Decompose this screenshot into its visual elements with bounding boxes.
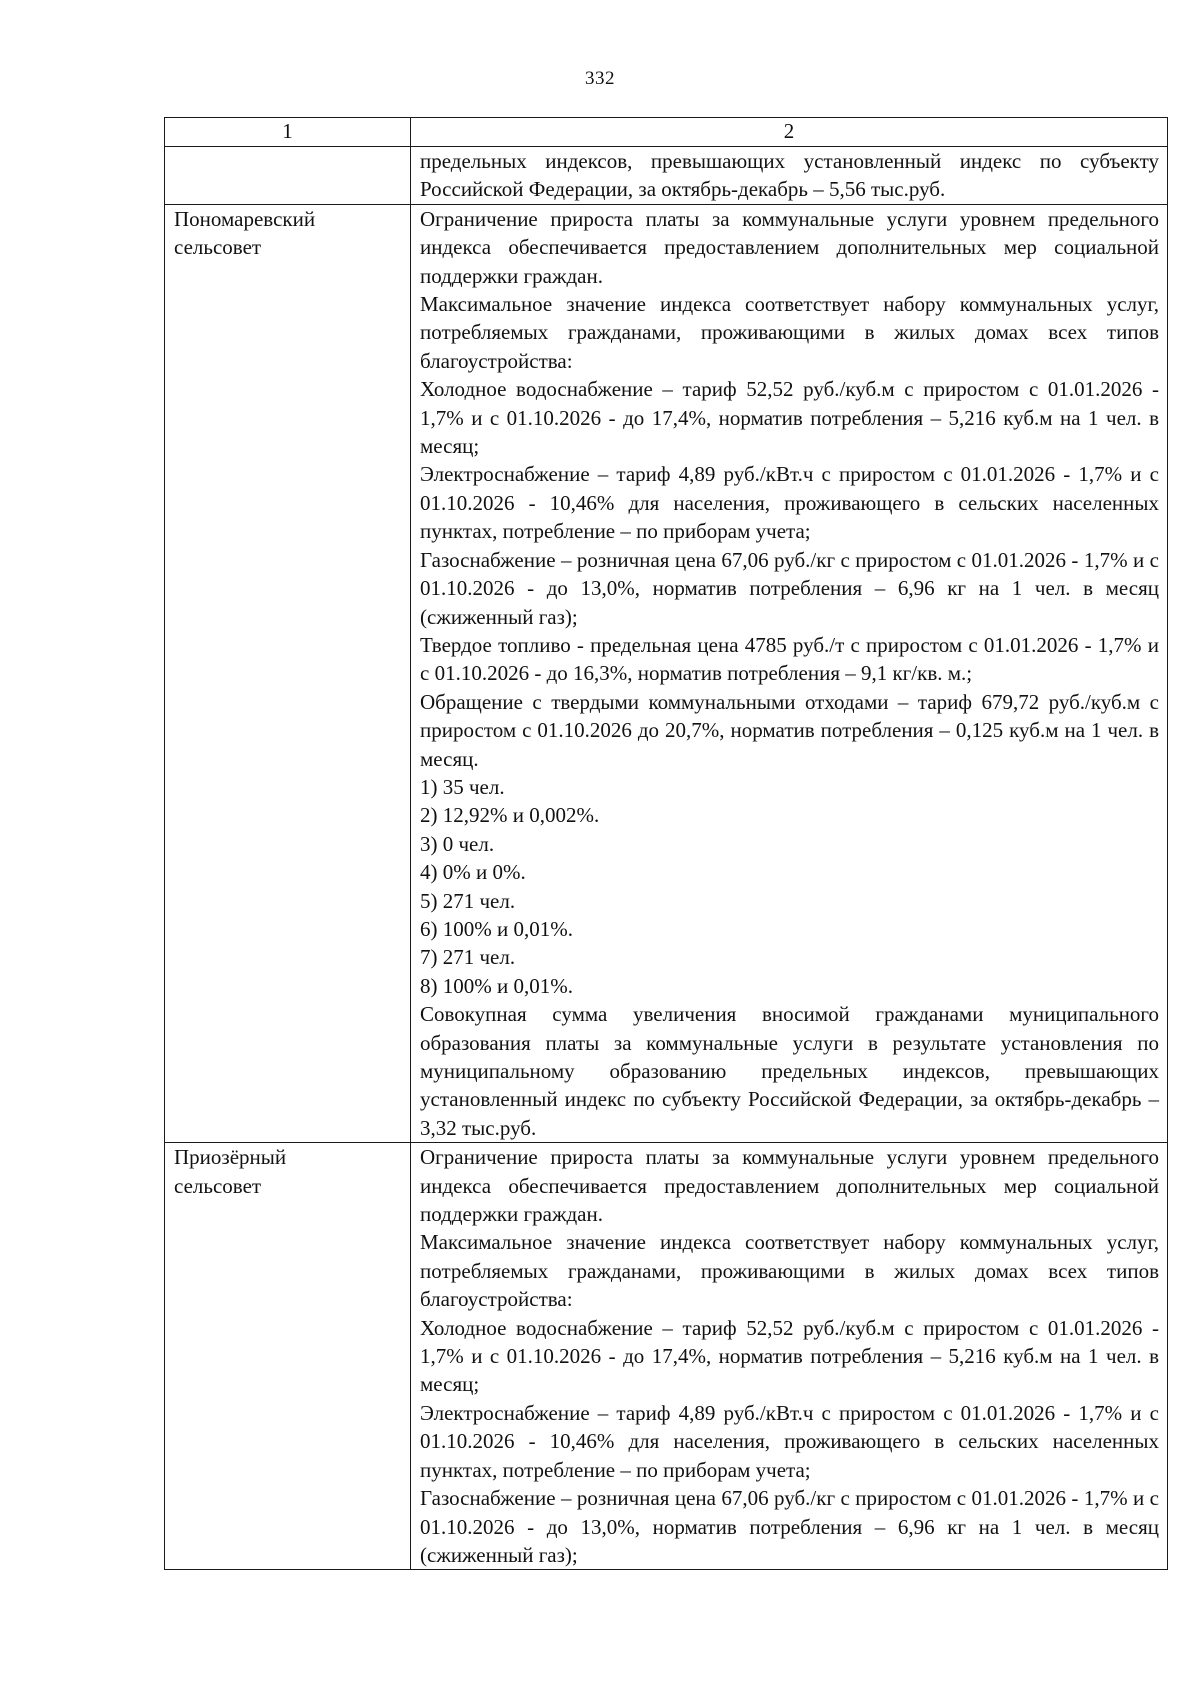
paragraph-electricity: Электроснабжение – тариф 4,89 руб./кВт.ч с приростом с 01.01.2026 - 1,7% и с 01.10.2026 - 10,46% для населения, проживающего в сельских населенных пунктах, потребление – по приборам учета; [420, 462, 1159, 544]
list-item: 1) 35 чел. [420, 774, 505, 799]
paragraph-gas: Газоснабжение – розничная цена 67,06 руб./кг с приростом с 01.01.2026 - 1,7% и с 01.10.2026 - до 13,0%, норматив потребления – 6,96 кг на 1 чел. в месяц (сжиженный газ); [420, 1486, 1159, 1567]
list-item: 2) 12,92% и 0,002%. [420, 803, 600, 828]
paragraph-cold-water: Холодное водоснабжение – тариф 52,52 руб./куб.м с приростом с 01.01.2026 - 1,7% и с 01.10.2026 - до 17,4%, норматив потребления – 5,216 куб.м на 1 чел. в месяц; [420, 377, 1159, 459]
municipality-name-cell [165, 204, 411, 1142]
list-item: 8) 100% и 0,01%. [420, 973, 573, 998]
paragraph-restriction: Ограничение прироста платы за коммунальные услуги уровнем предельного индекса обеспечивается предоставлением дополнительных мер социальной поддержки граждан. [420, 206, 1159, 288]
list-item: 7) 271 чел. [420, 945, 516, 970]
page-number: 332 [585, 68, 615, 89]
header-col-1: 1 [165, 118, 411, 147]
table-header-row [165, 118, 1168, 147]
list-item: 6) 100% и 0,01%. [420, 916, 573, 941]
paragraph-waste: Обращение с твердыми коммунальными отходами – тариф 679,72 руб./куб.м с приростом с 01.10.2026 до 20,7%, норматив потребления – 0,125 куб.м на 1 чел. в месяц. [420, 689, 1159, 771]
paragraph-restriction: Ограничение прироста платы за коммунальные услуги уровнем предельного индекса обеспечивается предоставлением дополнительных мер социальной поддержки граждан. [420, 1145, 1159, 1227]
paragraph-gas: Газоснабжение – розничная цена 67,06 руб./кг с приростом с 01.01.2026 - 1,7% и с 01.10.2026 - до 13,0%, норматив потребления – 6,96 кг на 1 чел. в месяц (сжиженный газ); [420, 547, 1159, 629]
municipality-name: Приозёрный сельсовет [174, 1145, 287, 1198]
municipal-index-table [164, 117, 1168, 1570]
table-row-priozerny [165, 1143, 1168, 1570]
continuation-name-cell [165, 147, 411, 205]
header-col-2: 2 [411, 118, 1168, 147]
municipality-name: Пономаревский сельсовет [174, 206, 316, 260]
continuation-paragraph: предельных индексов, превышающих установленный индекс по субъекту Российской Федерации, за октябрь-декабрь – 5,56 тыс.руб. [420, 149, 1159, 202]
paragraph-max-index: Максимальное значение индекса соответствует набору коммунальных услуг, потребляемых гражданами, проживающими в жилых домах всех типов благоустройства: [420, 292, 1159, 373]
paragraph-electricity: Электроснабжение – тариф 4,89 руб./кВт.ч с приростом с 01.01.2026 - 1,7% и с 01.10.2026 - 10,46% для населения, проживающего в сельских населенных пунктах, потребление – по приборам учета; [420, 1400, 1159, 1482]
municipality-text-cell [411, 204, 1168, 1142]
paragraph-max-index: Максимальное значение индекса соответствует набору коммунальных услуг, потребляемых гражданами, проживающими в жилых домах всех типов благоустройства: [420, 1230, 1159, 1312]
municipality-text-cell [411, 1143, 1168, 1570]
paragraph-solid-fuel: Твердое топливо - предельная цена 4785 руб./т с приростом с 01.01.2026 - 1,7% и с 01.10.2026 - до 16,3%, норматив потребления – 9,1 кг/кв. м.; [420, 632, 1159, 686]
list-item: 5) 271 чел. [420, 888, 516, 913]
paragraph-cold-water: Холодное водоснабжение – тариф 52,52 руб./куб.м с приростом с 01.01.2026 - 1,7% и с 01.10.2026 - до 17,4%, норматив потребления – 5,216 куб.м на 1 чел. в месяц; [420, 1315, 1159, 1397]
list-item: 4) 0% и 0%. [420, 860, 526, 885]
municipality-name-cell [165, 1143, 411, 1570]
list-item: 3) 0 чел. [420, 831, 495, 856]
table-row-ponomarevsky [165, 204, 1168, 1142]
continuation-text-cell [411, 147, 1168, 205]
paragraph-summary: Совокупная сумма увеличения вносимой гражданами муниципального образования платы за коммунальные услуги в результате установления по муниципальному образованию предельных индексов, превышающих установленный индекс по субъекту Российской Федерации, за октябрь-декабрь – 3,32 тыс.руб. [420, 1002, 1159, 1140]
table-row-continuation [165, 147, 1168, 205]
